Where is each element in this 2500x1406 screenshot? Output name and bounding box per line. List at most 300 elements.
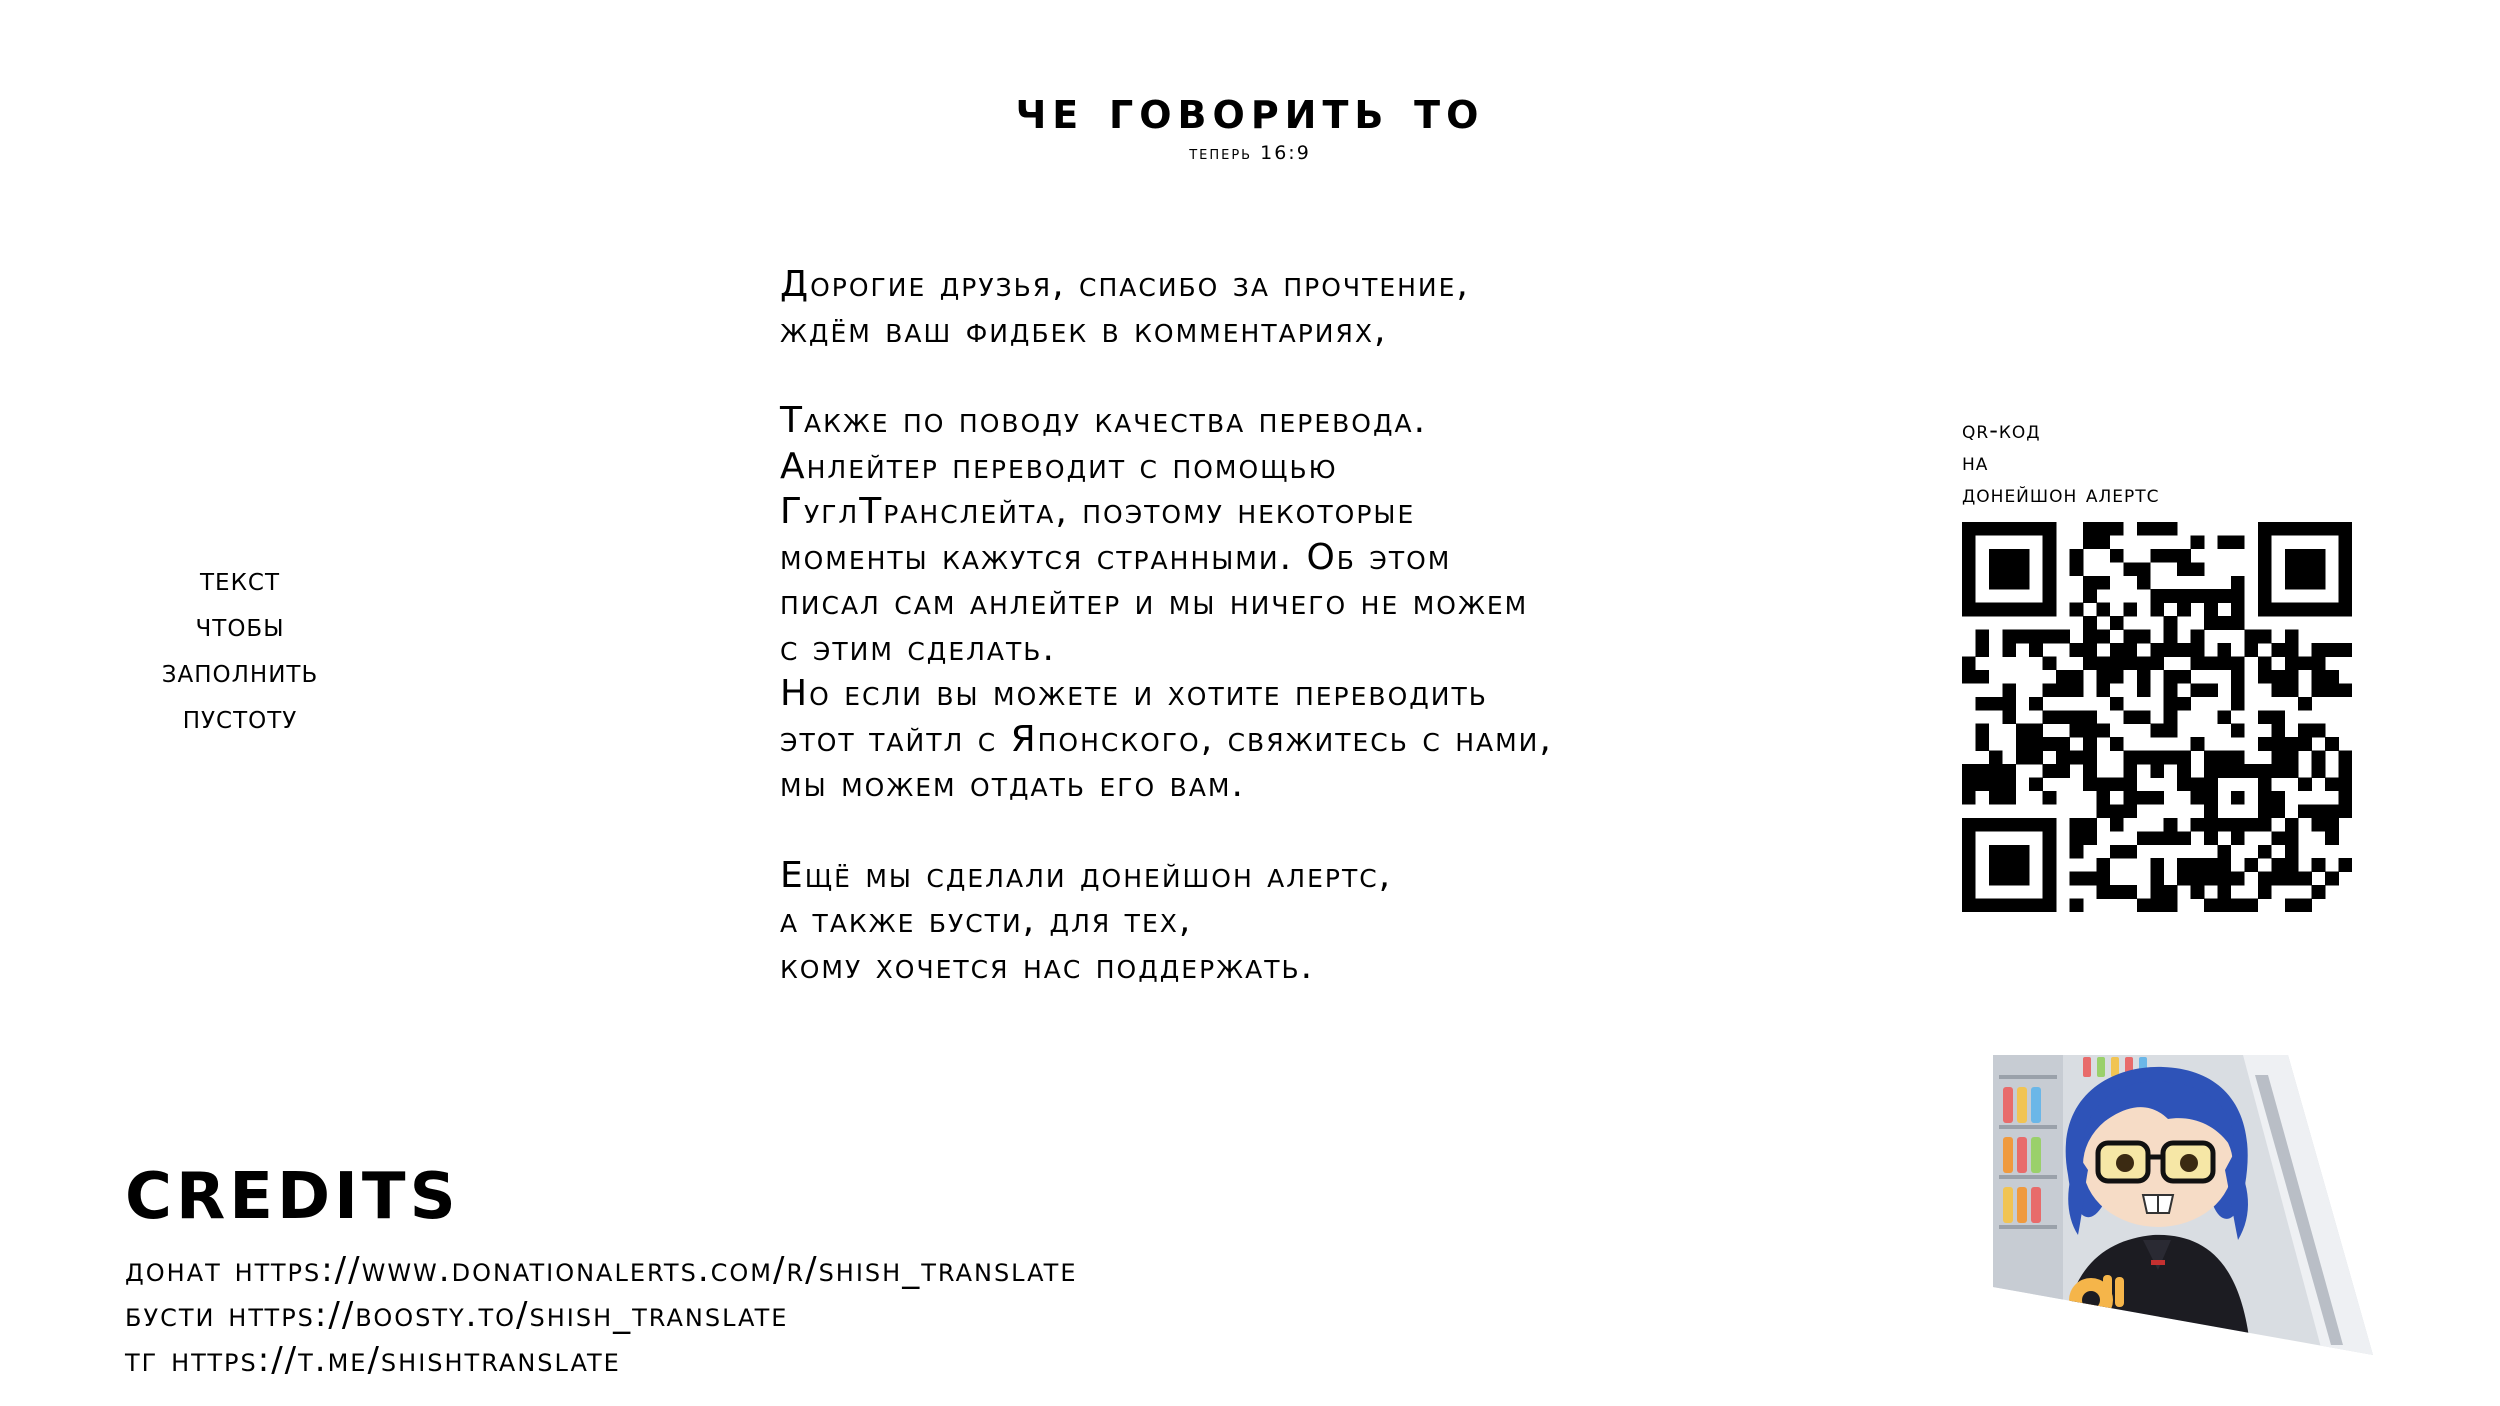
qr-module: [2164, 630, 2178, 644]
qr-module: [2218, 616, 2232, 630]
qr-module: [2325, 778, 2339, 792]
qr-module: [2056, 737, 2070, 751]
qr-module: [2150, 899, 2164, 912]
qr-module: [2110, 818, 2124, 832]
qr-module: [2002, 562, 2016, 576]
qr-module: [2285, 643, 2299, 657]
qr-module: [2325, 872, 2339, 886]
qr-module: [1962, 535, 1976, 549]
qr-module: [2177, 589, 2191, 603]
qr-module: [2164, 697, 2178, 711]
qr-module: [2002, 576, 2016, 590]
qr-module: [2258, 845, 2272, 859]
qr-module: [2150, 858, 2164, 872]
qr-module: [2312, 670, 2326, 684]
qr-module: [2177, 778, 2191, 792]
qr-module: [2002, 778, 2016, 792]
credit-boosty-link[interactable]: бусти https://boosty.to/shish_translate: [125, 1295, 789, 1335]
qr-module: [2312, 522, 2326, 536]
qr-module: [2298, 724, 2312, 738]
qr-module: [2271, 643, 2285, 657]
qr-module: [2056, 683, 2070, 697]
qr-module: [2070, 643, 2084, 657]
qr-module: [2218, 751, 2232, 765]
qr-module: [2285, 751, 2299, 765]
qr-module: [2218, 818, 2232, 832]
qr-module: [2164, 818, 2178, 832]
qr-module: [1989, 549, 2003, 563]
qr-module: [1989, 576, 2003, 590]
qr-module: [2016, 899, 2030, 912]
qr-module: [2150, 522, 2164, 536]
qr-module: [2231, 724, 2245, 738]
qr-module: [2083, 724, 2097, 738]
qr-module: [2137, 899, 2151, 912]
filler-line: текст: [199, 559, 281, 598]
qr-module: [2164, 751, 2178, 765]
qr-module: [2083, 589, 2097, 603]
qr-module: [2070, 670, 2084, 684]
qr-module: [2016, 858, 2030, 872]
qr-module: [1962, 791, 1976, 805]
qr-module: [2271, 683, 2285, 697]
qr-module: [2002, 764, 2016, 778]
filler-text: [120, 556, 360, 740]
qr-module: [2123, 630, 2137, 644]
qr-module: [2339, 858, 2352, 872]
qr-module: [2204, 831, 2218, 845]
qr-module: [2231, 670, 2245, 684]
qr-module: [2339, 549, 2352, 563]
qr-module: [2016, 576, 2030, 590]
qr-module: [2043, 737, 2057, 751]
qr-module: [2204, 616, 2218, 630]
qr-module: [2204, 589, 2218, 603]
qr-caption-line: qr-код: [1962, 416, 2041, 444]
qr-module: [2204, 764, 2218, 778]
qr-module: [2177, 751, 2191, 765]
qr-module: [2285, 670, 2299, 684]
qr-module: [2150, 872, 2164, 886]
qr-module: [2137, 562, 2151, 576]
qr-module: [2244, 899, 2258, 912]
qr-module: [1975, 818, 1989, 832]
qr-module: [2150, 831, 2164, 845]
qr-module: [2002, 549, 2016, 563]
qr-module: [2312, 818, 2326, 832]
qr-module: [2123, 845, 2137, 859]
qr-module: [2043, 885, 2057, 899]
qr-module: [2231, 751, 2245, 765]
qr-module: [2258, 670, 2272, 684]
qr-module: [2258, 778, 2272, 792]
qr-module: [2043, 710, 2057, 724]
qr-module: [2325, 522, 2339, 536]
qr-module: [2312, 683, 2326, 697]
qr-module: [2312, 885, 2326, 899]
qr-module: [2150, 589, 2164, 603]
qr-module: [2312, 858, 2326, 872]
qr-module: [1975, 778, 1989, 792]
qr-module: [2123, 710, 2137, 724]
qr-module: [2056, 751, 2070, 765]
qr-module: [2110, 804, 2124, 818]
qr-module: [2002, 603, 2016, 617]
qr-module: [2029, 737, 2043, 751]
qr-module: [2002, 522, 2016, 536]
qr-module: [2204, 656, 2218, 670]
qr-module: [2016, 737, 2030, 751]
qr-module: [2123, 656, 2137, 670]
qr-module: [2083, 818, 2097, 832]
qr-module: [2043, 576, 2057, 590]
qr-module: [2043, 656, 2057, 670]
qr-module: [2271, 831, 2285, 845]
credit-telegram-link[interactable]: тг https://t.me/shishtranslate: [125, 1340, 621, 1380]
qr-module: [2218, 710, 2232, 724]
qr-module: [2325, 818, 2339, 832]
qr-module: [2298, 562, 2312, 576]
qr-module: [2150, 724, 2164, 738]
qr-module: [2312, 576, 2326, 590]
qr-module: [2285, 845, 2299, 859]
qr-module: [2325, 603, 2339, 617]
qr-module: [2043, 831, 2057, 845]
qr-module: [2339, 643, 2352, 657]
qr-module: [2258, 885, 2272, 899]
qr-module: [2164, 589, 2178, 603]
qr-module: [2218, 885, 2232, 899]
qr-module: [1989, 697, 2003, 711]
qr-module: [1962, 656, 1976, 670]
qr-module: [2029, 603, 2043, 617]
qr-module: [2339, 791, 2352, 805]
qr-module: [2339, 562, 2352, 576]
qr-module: [2096, 535, 2110, 549]
qr-module: [2070, 818, 2084, 832]
qr-module: [2070, 845, 2084, 859]
qr-module: [2150, 751, 2164, 765]
qr-module: [2285, 562, 2299, 576]
qr-module: [2298, 549, 2312, 563]
qr-module: [2096, 656, 2110, 670]
qr-module: [2191, 535, 2205, 549]
qr-module: [1975, 899, 1989, 912]
qr-module: [2029, 778, 2043, 792]
message-paragraph-support: Ещё мы сделали донейшон алертс, а также бусти, для тех, кому хочется нас поддержать.: [780, 854, 1393, 987]
qr-module: [2271, 872, 2285, 886]
qr-module: [2070, 683, 2084, 697]
qr-module: [2056, 710, 2070, 724]
qr-module: [2204, 683, 2218, 697]
qr-module: [2177, 603, 2191, 617]
qr-module: [2191, 737, 2205, 751]
qr-module: [2016, 522, 2030, 536]
anime-character-illustration: [1993, 1055, 2373, 1355]
qr-module: [2137, 751, 2151, 765]
qr-module: [2258, 630, 2272, 644]
qr-module: [1962, 858, 1976, 872]
qr-module: [2096, 522, 2110, 536]
qr-module: [2258, 535, 2272, 549]
qr-module: [2312, 724, 2326, 738]
qr-module: [2191, 630, 2205, 644]
qr-module: [2150, 764, 2164, 778]
qr-module: [2244, 818, 2258, 832]
qr-module: [2218, 764, 2232, 778]
qr-module: [2043, 764, 2057, 778]
message-paragraph-thanks: Дорогие друзья, спасибо за прочтение, ждём ваш фидбек в комментариях,: [780, 264, 1470, 351]
qr-module: [2285, 630, 2299, 644]
qr-module: [2164, 643, 2178, 657]
qr-module: [1962, 764, 1976, 778]
qr-module: [2002, 872, 2016, 886]
qr-module: [2325, 683, 2339, 697]
qr-module: [2123, 643, 2137, 657]
qr-module: [2339, 683, 2352, 697]
filler-line: заполнить: [161, 651, 319, 690]
qr-module: [2339, 589, 2352, 603]
qr-module: [2070, 549, 2084, 563]
qr-module: [2285, 872, 2299, 886]
qr-module: [2029, 724, 2043, 738]
qr-module: [2043, 603, 2057, 617]
qr-module: [2096, 630, 2110, 644]
qr-module: [2164, 670, 2178, 684]
qr-module: [2083, 576, 2097, 590]
qr-module: [2002, 643, 2016, 657]
qr-module: [2231, 899, 2245, 912]
qr-module: [1962, 576, 1976, 590]
qr-module: [2231, 683, 2245, 697]
qr-module: [2029, 643, 2043, 657]
qr-module: [2285, 831, 2299, 845]
qr-module: [2298, 697, 2312, 711]
qr-module: [1989, 858, 2003, 872]
message-paragraph-translation-quality: Также по поводу качества перевода. Анлейтер переводит с помощью ГуглТранслейта, поэтому некоторые моменты кажутся странными. Об этом писал сам анлейтер и мы ничего не можем с этим сделать. Но если вы можете и хотите переводить этот тайтл с Японского, свяжитесь с нами, мы можем отдать его вам.: [780, 400, 1553, 805]
qr-module: [2258, 603, 2272, 617]
qr-module: [2096, 858, 2110, 872]
qr-module: [2096, 683, 2110, 697]
qr-module: [2150, 603, 2164, 617]
qr-module: [2285, 764, 2299, 778]
qr-module: [2083, 764, 2097, 778]
qr-module: [2016, 845, 2030, 859]
qr-module: [1975, 724, 1989, 738]
qr-module: [2110, 778, 2124, 792]
qr-module: [2231, 831, 2245, 845]
qr-module: [2123, 603, 2137, 617]
qr-code-icon[interactable]: [1962, 522, 2352, 912]
qr-module: [1962, 831, 1976, 845]
qr-module: [2083, 778, 2097, 792]
qr-module: [2123, 885, 2137, 899]
qr-module: [2137, 522, 2151, 536]
qr-module: [2016, 751, 2030, 765]
qr-module: [2137, 656, 2151, 670]
qr-module: [2123, 804, 2137, 818]
qr-module: [2016, 818, 2030, 832]
qr-module: [2150, 643, 2164, 657]
qr-module: [2258, 710, 2272, 724]
qr-module: [2191, 872, 2205, 886]
qr-module: [1989, 522, 2003, 536]
qr-module: [2191, 683, 2205, 697]
qr-module: [2137, 710, 2151, 724]
qr-module: [2298, 804, 2312, 818]
qr-module: [2218, 872, 2232, 886]
qr-module: [1975, 522, 1989, 536]
qr-caption-line: на: [1962, 448, 1989, 476]
qr-module: [2191, 643, 2205, 657]
qr-module: [2110, 522, 2124, 536]
qr-module: [2271, 670, 2285, 684]
qr-module: [2043, 791, 2057, 805]
page-subtitle: теперь 16:9: [1189, 142, 1311, 164]
qr-module: [2164, 616, 2178, 630]
qr-module: [2002, 791, 2016, 805]
qr-module: [2150, 549, 2164, 563]
qr-module: [2123, 791, 2137, 805]
qr-module: [2231, 764, 2245, 778]
qr-module: [2177, 643, 2191, 657]
qr-module: [2029, 751, 2043, 765]
qr-module: [2191, 791, 2205, 805]
qr-module: [2137, 683, 2151, 697]
qr-module: [2298, 576, 2312, 590]
qr-module: [2164, 831, 2178, 845]
qr-module: [2083, 535, 2097, 549]
mouth-icon: [2143, 1195, 2173, 1213]
qr-module: [2123, 764, 2137, 778]
filler-line: пустоту: [182, 697, 298, 736]
qr-module: [1989, 818, 2003, 832]
qr-module: [2258, 562, 2272, 576]
qr-module: [2056, 670, 2070, 684]
qr-module: [2312, 656, 2326, 670]
qr-module: [1975, 764, 1989, 778]
qr-module: [2083, 656, 2097, 670]
qr-module: [2339, 778, 2352, 792]
qr-module: [2137, 630, 2151, 644]
qr-module: [2258, 804, 2272, 818]
qr-module: [2123, 778, 2137, 792]
qr-module: [2043, 872, 2057, 886]
qr-module: [2231, 791, 2245, 805]
qr-module: [2029, 818, 2043, 832]
qr-module: [2002, 899, 2016, 912]
qr-module: [1989, 751, 2003, 765]
qr-module: [1989, 562, 2003, 576]
qr-module: [2096, 872, 2110, 886]
qr-module: [2325, 670, 2339, 684]
character-head: [2066, 1067, 2248, 1240]
qr-module: [2285, 683, 2299, 697]
qr-module: [2177, 764, 2191, 778]
qr-module: [2325, 831, 2339, 845]
qr-module: [2285, 603, 2299, 617]
qr-module: [2164, 710, 2178, 724]
qr-module: [1975, 737, 1989, 751]
qr-module: [2204, 791, 2218, 805]
qr-module: [2056, 630, 2070, 644]
qr-module: [2096, 885, 2110, 899]
qr-module: [2043, 630, 2057, 644]
qr-module: [2096, 804, 2110, 818]
qr-module: [2083, 710, 2097, 724]
qr-module: [2002, 818, 2016, 832]
qr-module: [2043, 522, 2057, 536]
qr-module: [2096, 576, 2110, 590]
qr-module: [2244, 858, 2258, 872]
qr-module: [2258, 791, 2272, 805]
qr-module: [1975, 697, 1989, 711]
qr-module: [2043, 683, 2057, 697]
qr-module: [1989, 791, 2003, 805]
qr-module: [2070, 831, 2084, 845]
credits-list: [125, 1248, 1078, 1383]
qr-module: [2231, 697, 2245, 711]
main-message: [780, 262, 1780, 1034]
qr-module: [2070, 603, 2084, 617]
qr-module: [2043, 535, 2057, 549]
qr-module: [2070, 724, 2084, 738]
qr-module: [2339, 603, 2352, 617]
qr-module: [1962, 522, 1976, 536]
qr-module: [2218, 858, 2232, 872]
qr-module: [2191, 858, 2205, 872]
qr-module: [2312, 764, 2326, 778]
qr-module: [2244, 643, 2258, 657]
qr-module: [2218, 535, 2232, 549]
qr-module: [2339, 522, 2352, 536]
qr-module: [2016, 630, 2030, 644]
qr-module: [2231, 576, 2245, 590]
qr-module: [2191, 562, 2205, 576]
qr-module: [2285, 899, 2299, 912]
credit-donation-link[interactable]: донат https://www.donationalerts.com/r/shish_translate: [125, 1250, 1078, 1290]
qr-module: [2016, 724, 2030, 738]
page-title: че говорить то: [1015, 78, 1485, 141]
qr-module: [2298, 872, 2312, 886]
qr-module: [2218, 656, 2232, 670]
qr-module: [2016, 872, 2030, 886]
qr-module: [2204, 778, 2218, 792]
qr-module: [1962, 589, 1976, 603]
qr-module: [2110, 549, 2124, 563]
qr-module: [2137, 670, 2151, 684]
qr-module: [2164, 724, 2178, 738]
filler-line: чтобы: [195, 605, 285, 644]
qr-module: [1962, 845, 1976, 859]
qr-module: [1989, 764, 2003, 778]
qr-module: [1962, 899, 1976, 912]
qr-module: [2043, 589, 2057, 603]
qr-module: [2312, 643, 2326, 657]
qr-module: [2110, 670, 2124, 684]
qr-module: [2204, 899, 2218, 912]
qr-module: [2298, 737, 2312, 751]
qr-module: [2043, 562, 2057, 576]
qr-module: [1975, 670, 1989, 684]
qr-module: [2204, 751, 2218, 765]
qr-module: [2285, 576, 2299, 590]
qr-module: [2177, 831, 2191, 845]
qr-module: [2271, 522, 2285, 536]
qr-module: [2204, 818, 2218, 832]
qr-module: [2191, 589, 2205, 603]
qr-module: [2204, 858, 2218, 872]
